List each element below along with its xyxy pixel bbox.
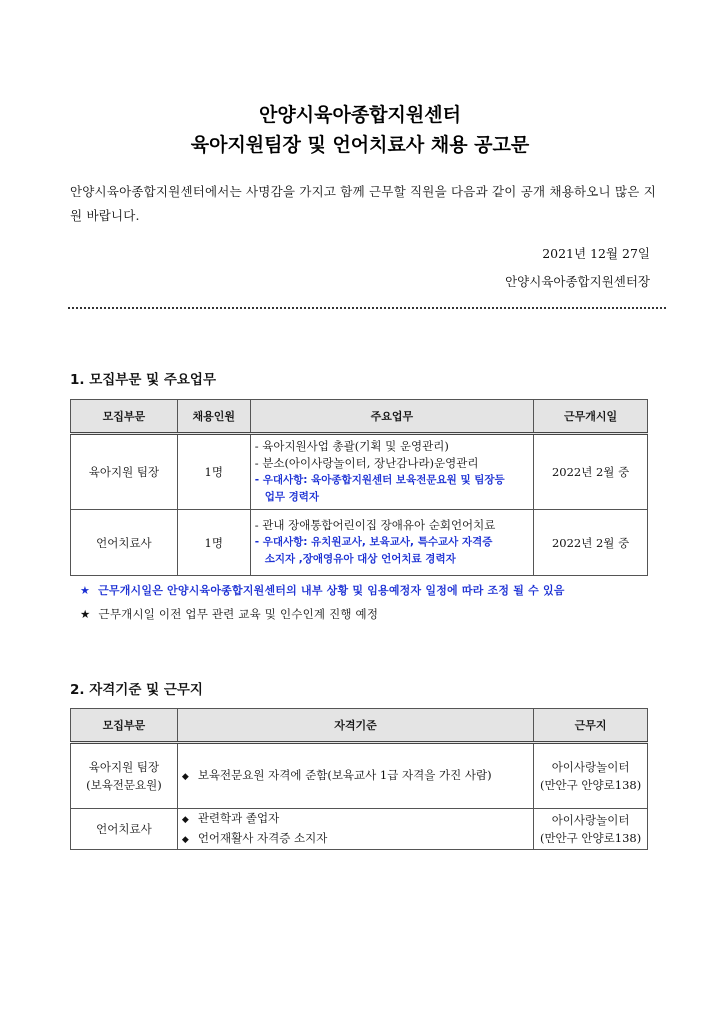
qualification-table [70, 708, 648, 850]
intro-paragraph: 안양시육아종합지원센터에서는 사명감을 가지고 함께 근무할 직원을 다음과 같이 공개 채용하오니 많은 지원 바랍니다. [70, 184, 657, 223]
table-header-row [71, 400, 648, 434]
place-cell [534, 809, 648, 850]
note-text: 근무개시일은 안양시육아종합지원센터의 내부 상황 및 임용예정자 일정에 따라 조정 될 수 있음 [98, 584, 565, 597]
dept-line: 육아지원 팀장 [88, 760, 160, 774]
table-row [71, 809, 648, 850]
section1-heading: 1. 모집부문 및 주요업무 [70, 372, 216, 388]
table-row [71, 743, 648, 809]
preference-line-cont: 업무 경력자 [264, 491, 320, 503]
criteria-cell [177, 743, 533, 809]
dept-cell [71, 809, 178, 850]
place-cell [534, 743, 648, 809]
document-title-line1: 안양시육아종합지원센터 [259, 104, 461, 126]
table-row [71, 510, 648, 576]
column-header: 모집부문 [71, 709, 178, 743]
note-text: 근무개시일 이전 업무 관련 교육 및 인수인계 진행 예정 [98, 607, 379, 621]
start-cell: 2022년 2월 중 [534, 434, 648, 510]
dotted-divider [68, 307, 666, 309]
place-line: 아이사랑놀이터 [551, 813, 630, 827]
issuer-signature: 안양시육아종합지원센터장 [505, 274, 650, 289]
dept-line: (보육전문요원) [86, 778, 162, 792]
dept-cell: 육아지원 팀장 [71, 434, 178, 510]
duty-cell [250, 434, 533, 510]
duty-line: - 분소(아이사랑놀이터, 장난감나라)운영관리 [254, 456, 479, 470]
dept-line: 언어치료사 [96, 822, 152, 836]
diamond-bullet-icon: ◆ [181, 815, 189, 825]
document-title-line2: 육아지원팀장 및 언어치료사 채용 공고문 [190, 134, 530, 156]
preference-line: - 우대사항: 육아종합지원센터 보육전문요원 및 팀장등 [254, 474, 505, 486]
column-header: 주요업무 [250, 400, 533, 434]
note-1 [80, 582, 565, 598]
column-header: 근무개시일 [534, 400, 648, 434]
preference-line: - 우대사항: 유치원교사, 보육교사, 특수교사 자격증 [254, 536, 493, 548]
count-cell: 1명 [177, 434, 250, 510]
star-icon: ★ [80, 584, 91, 597]
duty-line: - 육아지원사업 총괄(기획 및 운영관리) [254, 439, 449, 453]
dept-cell: 언어치료사 [71, 510, 178, 576]
star-icon: ★ [80, 607, 91, 621]
preference-line-cont: 소지자 ,장애영유아 대상 언어치료 경력자 [264, 553, 456, 565]
notice-date: 2021년 12월 27일 [542, 246, 650, 261]
duty-line: - 관내 장애통합어린이집 장애유아 순회언어치료 [254, 518, 496, 532]
start-cell: 2022년 2월 중 [534, 510, 648, 576]
place-line: (만안구 안양로138) [539, 778, 642, 792]
place-line: 아이사랑놀이터 [551, 760, 630, 774]
recruitment-table [70, 399, 648, 576]
table-header-row [71, 709, 648, 743]
diamond-bullet-icon: ◆ [181, 772, 189, 782]
column-header: 채용인원 [177, 400, 250, 434]
dept-cell [71, 743, 178, 809]
criteria-item: 언어재활사 자격증 소지자 [197, 831, 328, 845]
place-line: (만안구 안양로138) [539, 831, 642, 845]
section2-heading: 2. 자격기준 및 근무지 [70, 682, 203, 698]
duty-cell [250, 510, 533, 576]
column-header: 모집부문 [71, 400, 178, 434]
criteria-item: 보육전문요원 자격에 준함(보육교사 1급 자격을 가진 사람) [197, 768, 492, 782]
column-header: 근무지 [534, 709, 648, 743]
criteria-cell [177, 809, 533, 850]
column-header: 자격기준 [177, 709, 533, 743]
diamond-bullet-icon: ◆ [181, 835, 189, 845]
note-2 [80, 606, 378, 622]
criteria-item: 관련학과 졸업자 [197, 811, 280, 825]
table-row [71, 434, 648, 510]
count-cell: 1명 [177, 510, 250, 576]
